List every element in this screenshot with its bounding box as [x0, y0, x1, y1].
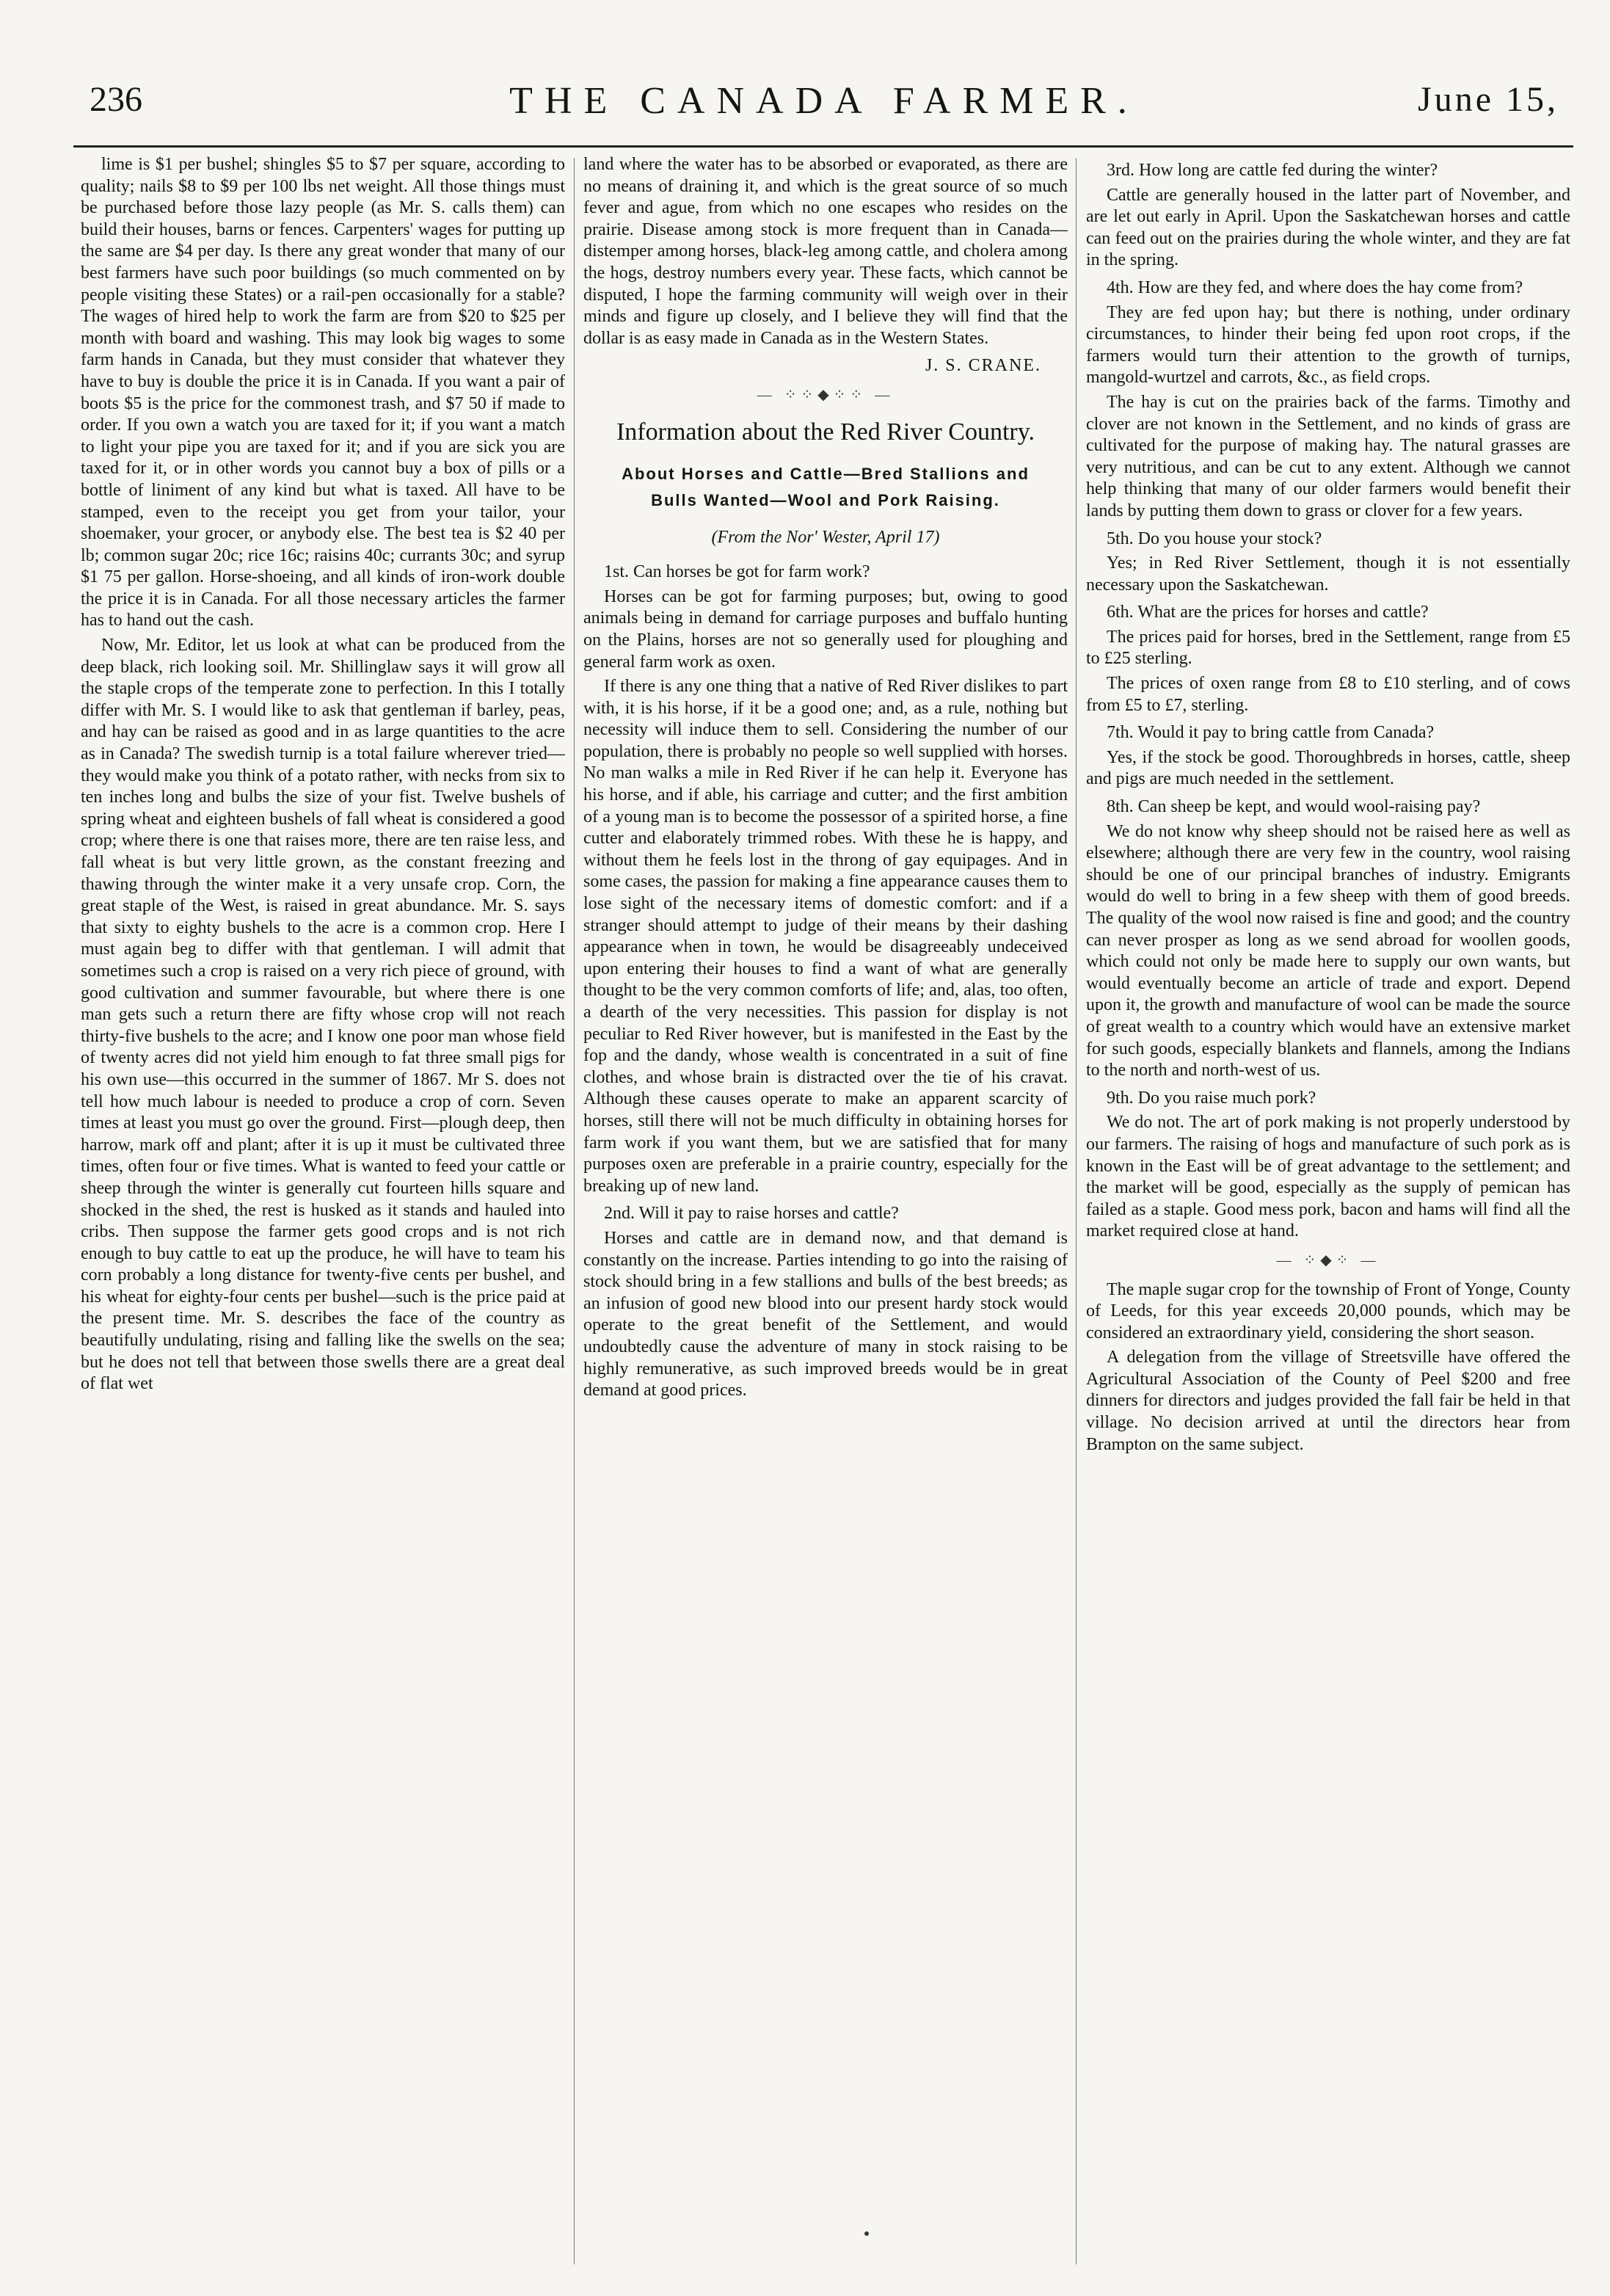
question: 5th. Do you house your stock? — [1107, 528, 1322, 548]
paragraph: Cattle are generally housed in the latter part of November, and are let out early in April. Upon the Saskatchewan horses and cattle can feed out on the prairies during the whole winter, and they are fat in the spring. — [1086, 185, 1570, 270]
masthead-title: THE CANADA FARMER. — [509, 80, 1139, 122]
paragraph: The hay is cut on the prairies back of the farms. Timothy and clover are not known in the Settlement, and no kinds of grass are cultivated for the purpose of making hay. The natural grasses are very nutritious, and can be cut to any extent. Although we cannot help thinking that many of our older farmers would benefit their lands by putting them down to grass or clover for a few years. — [1086, 392, 1570, 520]
issue-date: June 15, — [1418, 80, 1559, 119]
column-2 — [583, 154, 1068, 2268]
paragraph: They are fed upon hay; but there is nothing, under ordinary circumstances, to hinder their being fed upon root crops, if the farmers would turn their attention to the growth of turnips, mangold-wurtzel and carrots, &c., as field crops. — [1086, 302, 1570, 388]
question: 3rd. How long are cattle fed during the winter? — [1107, 161, 1438, 180]
question: 7th. Would it pay to bring cattle from Canada? — [1107, 723, 1435, 743]
section-ornament: — ⁘⁘◆⁘⁘ — — [757, 386, 895, 403]
paragraph: Horses can be got for farming purposes; but, owing to good animals being in demand for carriage purposes and buffalo hunting on the Plains, horses are not so generally used for ploughing and general farm work as oxen. — [583, 586, 1068, 672]
article-source: (From the Nor' Wester, April 17) — [711, 527, 940, 547]
section-ornament: — ⁘◆⁘ — — [1276, 1251, 1380, 1268]
question: 2nd. Will it pay to raise horses and cattle? — [604, 1204, 899, 1224]
article-subtitle: About Horses and Cattle—Bred Stallions and Bulls Wanted—Wool and Pork Raising. — [622, 464, 1030, 509]
paragraph: We do not. The art of pork making is not properly understood by our farmers. The raising of hogs and manufacture of such pork as is known in the East will be of great advantage to the settlement; and the market will be good, especially as the supply of pemican has failed as a staple. Good mess pork, bacon and hams will find all the market required close at hand. — [1086, 1113, 1570, 1241]
paragraph: Yes; in Red River Settlement, though it is not essentially necessary upon the Saskatchewan. — [1086, 553, 1570, 595]
paragraph: Horses and cattle are in demand now, and that demand is constantly on the increase. Parties intending to go into the raising of stock should bring in a few stallions and bulls of the best breeds; as an infusion of good new blood into our present hardy stock would operate to the great benefit of the Settlement, and would undoubtedly cause the adventure of many in stock raising to be highly remunerative, as such improved breeds would be in great demand at good prices. — [583, 1228, 1068, 1401]
question: 8th. Can sheep be kept, and would wool-raising pay? — [1107, 797, 1481, 817]
header-rule — [73, 145, 1573, 148]
paragraph: If there is any one thing that a native of Red River dislikes to part with, it is his horse, if it be a good one; and, as a rule, nothing but necessity will induce them to sell. Considering the number of our population, there is probably no people so well supplied with horses. No man walks a mile in Red River if he can help it. Everyone has his horse, and if able, his carriage and cutter; and the first ambition of a young man is to become the possessor of a spirited horse, a fine cutter and elaborately trimmed robes. With these he is happy, and without them he feels lost in the throng of gay equipages. And in some cases, the passion for making a fine appearance causes them to lose sight of the necessary items of domestic comfort: and if a stranger should attempt to judge of their means by their dashing appearance when in town, he would be disagreeably undeceived upon entering their houses to find a want of what are generally thought to be the very common comforts of life; and, alas, too often, a dearth of the very necessities. This passion for display is not peculiar to Red River however, but is manifested in the East by the fop and the dandy, whose wealth is concentrated in a suit of fine clothes, and whose brain is distracted over the tie of his cravat. Although these causes operate to make an apparent scarcity of horses, still there will not be much difficulty in obtaining horses for farm work if you want them, but we are satisfied that for many purposes oxen are preferable in a prairie country, especially for the breaking up of new land. — [583, 677, 1068, 1196]
paragraph: We do not know why sheep should not be raised here as well as elsewhere; although there are very few in the country, wool raising should be one of our principal branches of industry. Emigrants would do well to bring in a few sheep with them of good breeds. The quality of the wool now raised is fine and good; and the country can never prosper as long as we send abroad for woollen goods, which could not only be made here to supply our own wants, but would eventually become an article of trade and export. Depend upon it, the growth and manufacture of wool can be made the source of great wealth to a country which would have an extensive market for such goods, especially blankets and flannels, among the Indians to the north and north-west of us. — [1086, 821, 1570, 1080]
page-header — [90, 79, 1559, 131]
paragraph: The prices paid for horses, bred in the Settlement, range from £5 to £25 sterling. — [1086, 627, 1570, 669]
paragraph: The prices of oxen range from £8 to £10 sterling, and of cows from £5 to £7, sterling. — [1086, 674, 1570, 715]
paragraph: The maple sugar crop for the township of Front of Yonge, County of Leeds, for this year exceeds 20,000 pounds, which may be considered an extraordinary yield, considering the short season. — [1086, 1279, 1570, 1343]
column-divider — [1076, 158, 1077, 2264]
column-3 — [1086, 154, 1570, 2268]
column-divider — [574, 158, 575, 2264]
column-1 — [81, 154, 565, 2268]
paragraph: lime is $1 per bushel; shingles $5 to $7 per square, according to quality; nails $8 to $9 per 100 lbs net weight. All those things must be purchased before those lazy people (as Mr. S. calls them) can build their houses, barns or fences. Carpenters' wages for putting up the same are $4 per day. Is there any great wonder that many of our best farmers have such poor buildings (so much commented on by people visiting these States) or a rail-pen occasionally for a stable? The wages of hired help to work the farm are from $20 to $25 per month with board and washing. This may look big wages to some farm hands in Canada, but they must consider that whatever they have to buy is double the price it is in Canada. If you want a pair of boots $5 is the price for the commonest trash, and $7 50 if made to order. If you own a watch you are taxed for it; if you want a match to light your pipe you are taxed for it; and if you are sick you are taxed for it, or in other words you cannot buy a box of pills or a bottle of liniment of any kind but what is taxed. All have to be stamped, even to the receipt you get from your tailor, your shoemaker, your grocer, or anybody else. The best tea is $2 40 per lb; common sugar 20c; rice 16c; raisins 40c; currants 30c; and syrup $1 75 per gallon. Horse-shoeing, and all kinds of iron-work double the price it is in Canada. For all those necessary articles the farmer has to hand out the cash. — [81, 155, 565, 631]
question: 9th. Do you raise much pork? — [1107, 1088, 1316, 1108]
paragraph: Now, Mr. Editor, let us look at what can be produced from the deep black, rich looking soil. Mr. Shillinglaw says it will grow all the staple crops of the temperate zone to perfection. In this I totally differ with Mr. S. I would like to ask that gentleman if barley, peas, and hay can be raised as good and in as large quantities to the acre as in Canada? The swedish turnip is a total failure wherever tried—they would make you think of a potato rather, with necks from six to ten inches long and bulbs the size of your fist. Twelve bushels of spring wheat and eighteen bushels of fall wheat is considered a good crop; where there is one that raises more, there are ten raise less, and fall wheat is but very little grown, as the constant freezing and thawing through the winter make it a very unsafe crop. Corn, the great staple of the West, is raised in great abundance. Mr. S. says that sixty to eighty bushels to the acre is a common crop. Here I must again beg to differ with that gentleman. I will admit that sometimes such a crop is raised on a very rich piece of ground, with good cultivation and summer favourable, but where there is one man gets such a return there are fifty whose crop will not reach thirty-five bushels to the acre; and I know one poor man whose field of twenty acres did not yield him enough to fat three small pigs for his own use—this occurred in the summer of 1867. Mr S. does not tell how much labour is needed to produce a crop of corn. Seven times at least you must go over the ground. First—plough deep, then harrow, mark off and plant; after it is up it must be cultivated three times, often four or five times. What is wanted to feed your cattle or sheep through the winter is generally cut fourteen hills square and shocked in the shed, the rest is husked as it stands and hauled into cribs. Then suppose the farmer gets good crops and is not rich enough to buy cattle to eat up the produce, he will have to team his corn probably a long distance for twenty-five cents per bushel, and his wheat for eighty-four cents per bushel—such is the price paid at the present time. Mr. S. describes the face of the country as beautifully undulating, rising and falling like the swells on the sea; but he does not tell that between those swells there are a great deal of flat wet — [81, 636, 565, 1394]
question: 4th. How are they fed, and where does the hay come from? — [1107, 277, 1523, 297]
paragraph: A delegation from the village of Streetsville have offered the Agricultural Association of the County of Peel $200 and free dinners for directors and judges provided the fall fair be held in that village. No decision arrived at until the directors hear from Brampton on the same subject. — [1086, 1348, 1570, 1454]
page-number: 236 — [90, 80, 142, 119]
question: 1st. Can horses be got for farm work? — [604, 562, 870, 582]
question: 6th. What are the prices for horses and cattle? — [1107, 603, 1429, 622]
paragraph: Yes, if the stock be good. Thoroughbreds in horses, cattle, sheep and pigs are much needed in the settlement. — [1086, 747, 1570, 789]
author-signature: J. S. CRANE. — [925, 356, 1041, 376]
page-mark — [864, 2231, 869, 2236]
article-title: Information about the Red River Country. — [616, 418, 1035, 446]
paragraph: land where the water has to be absorbed or evaporated, as there are no means of draining it, and which is the great source of so much fever and ague, from which no one escapes who resides on the prairie. Disease among stock is more frequent than in Canada—distemper among horses, black-leg among cattle, and cholera among the hogs, destroy numbers every year. These facts, which cannot be disputed, I hope the farming community will weigh over in their minds and figure up closely, and I believe they will find that the dollar is as easy made in Canada as in the Western States. — [583, 155, 1068, 348]
